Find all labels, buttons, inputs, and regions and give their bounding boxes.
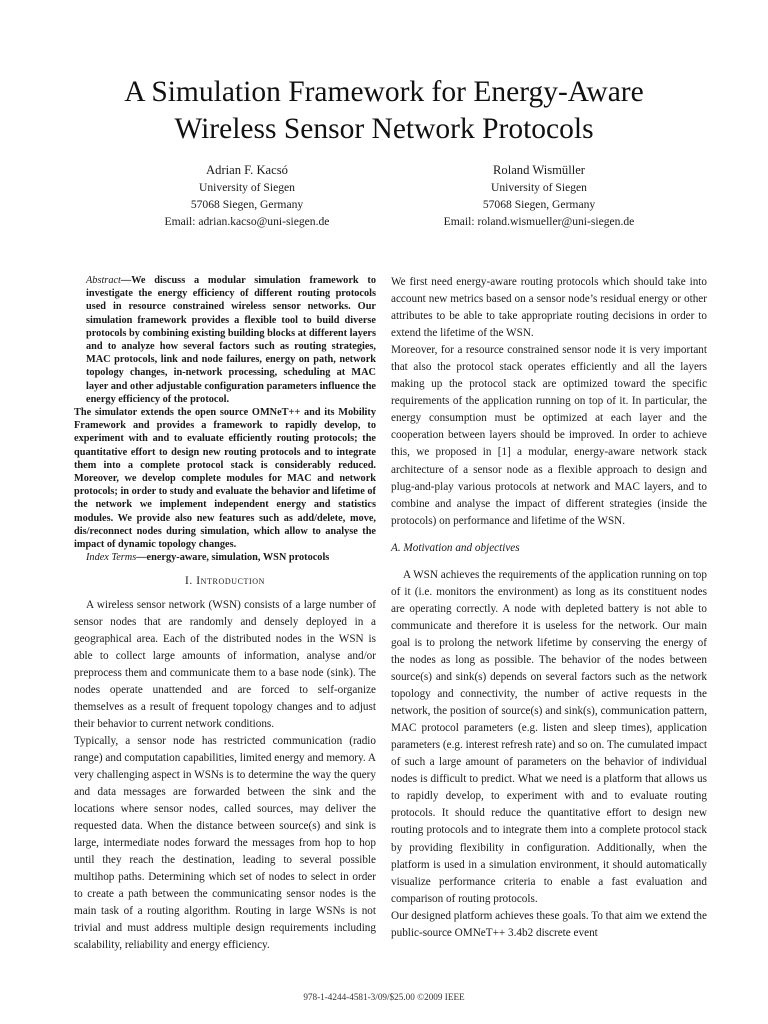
section-heading-introduction bbox=[74, 573, 376, 590]
abstract-paragraph-2: The simulator extends the open source OMNeT++ and its Mobility Framework and provides a framework to rapidly develop, to experiment with and to evaluate efficiently routing protocols; the quantitative effort to design new routing protocols and to integrate them into a complete protocol stack is considerably reduced. Moreover, we develop complete modules for MAC and network protocols; in order to study and evaluate the behavior and lifetime of the network we implement independent energy and statistics modules. We provide also new features such as add/delete, move, dis/reconnect nodes during simulation, which allow to analyse the impact of dynamic topology changes. bbox=[74, 407, 376, 551]
author-affiliation: University of Siegen bbox=[491, 181, 587, 194]
author-name: Adrian F. Kacsó bbox=[206, 163, 288, 177]
intro-paragraph-1: A wireless sensor network (WSN) consists of a large number of sensor nodes that are randomly and densely deployed in a geographical area. Each of the distributed nodes in the WSN is able to collect large amounts of information, analyse and/or preprocess them and communicate them to a base node (sink). The nodes operate unattended and are forced to self-organize themselves as a result of frequent topology changes and to adjust their behavior to current network conditions. bbox=[74, 598, 376, 730]
copyright-footer: 978-1-4244-4581-3/09/$25.00 ©2009 IEEE bbox=[303, 992, 465, 1002]
subsection-heading-motivation: A. Motivation and objectives bbox=[391, 541, 520, 554]
right-column bbox=[391, 274, 707, 942]
paper-title bbox=[0, 74, 768, 148]
motivation-paragraph: A WSN achieves the requirements of the application running on top of it (i.e. monitors the environment) as long as its constituent nodes are operating correctly. A node with depleted battery is not able to communicate and therefore it is useless for the network. Our main goal is to prolong the network lifetime by conserving the energy of the nodes as long as possible. The behavior of the nodes between source(s) and sink(s) depends on several factors such as the network topology and connectivity, the number of active requests in the network, the position of source(s) and sink(s), communication pattern, MAC protocol parameters (e.g. listen and sleep times), application parameters (e.g. interest refresh rate) and so on. The cumulated impact of such a large amount of parameters on the behavior of individual nodes is difficult to predict. What we need is a platform that allows us to rapidly develop, to experiment with and to evaluate routing protocols. It should reduce the quantitative effort to design new routing protocols and to integrate them into a complete protocol stack by providing flexibility in configuration. Additionally, when the platform is used in a simulation environment, it should automatically visualize performance criteria to enable a fast evaluation and comparison of routing protocols. bbox=[391, 568, 707, 905]
author-block-1 bbox=[97, 162, 397, 230]
abstract-label: Abstract bbox=[86, 275, 121, 286]
index-terms-text: —energy-aware, simulation, WSN protocols bbox=[136, 552, 330, 564]
right-paragraph-1: We first need energy-aware routing protocols which should take into account new metrics based on a sensor node’s residual energy or other attributes to be able to take appropriate routing decisions in order to extend the lifetime of the WSN. bbox=[391, 276, 707, 340]
author-affiliation: University of Siegen bbox=[199, 181, 295, 194]
section-title: Introduction bbox=[196, 575, 266, 588]
abstract-text-1: —We discuss a modular simulation framework to investigate the energy efficiency of different routing protocols used in resource constrained wireless sensor networks. Our simulation framework provides a flexible tool to build diverse protocols by combining existing building blocks at different layers and to analyze how several factors such as routing strategies, MAC protocols, link and node failures, energy on path, network topology changes, in-network processing, scheduling at MAC layer and other adjustable configuration parameters influence the energy efficiency of the protocol. bbox=[86, 275, 376, 405]
author-address: 57068 Siegen, Germany bbox=[190, 198, 304, 211]
author-block-2 bbox=[389, 162, 689, 230]
right-paragraph-2: Moreover, for a resource constrained sensor node it is very important that also the protocol stack operates efficiently and all the layers making up the protocol stack are optimized toward the specific requirements of the application running on top of it. In particular, the energy consumption must be optimized at each layer and the cooperation between layers should be improved. In order to achieve this, we proposed in [1] a modular, energy-aware network stack architecture of a sensor node as a flexible approach to design and plug-and-play various protocols at network and MAC layers, and to combine and analyse the impact of different strategies (inside the protocols) on performance and lifetime of the WSN. bbox=[391, 344, 707, 527]
section-number: I. bbox=[184, 575, 193, 588]
abstract-paragraph-1 bbox=[74, 274, 376, 406]
author-email: Email: roland.wismueller@uni-siegen.de bbox=[443, 215, 635, 228]
author-address: 57068 Siegen, Germany bbox=[482, 198, 596, 211]
left-column bbox=[74, 274, 376, 955]
platform-paragraph: Our designed platform achieves these goals. To that aim we extend the public-source OMNeT++ 3.4b2 discrete event bbox=[391, 909, 707, 939]
index-terms-label: Index Terms bbox=[86, 552, 137, 564]
title-line-1: A Simulation Framework for Energy-Aware bbox=[124, 76, 644, 108]
title-line-2: Wireless Sensor Network Protocols bbox=[174, 113, 594, 145]
intro-paragraph-2: Typically, a sensor node has restricted communication (radio range) and computation capabilities, limited energy and memory. A very challenging aspect in WSNs is to determine the way the query and data messages are forwarded between the sink and the locations where sensor nodes, called sources, may deliver the requested data. When the distance between source(s) and sink is large, intermediate nodes forward the messages from hop to hop until they reach the destination, leading to several possible multihop paths. Determining which set of nodes to select in order to create a path between the communicating sensor nodes is the main task of a routing algorithm. Routing in large WSNs is not trivial and must address multiple design requirements including scalability, reliability and energy efficiency. bbox=[74, 734, 376, 952]
author-email: Email: adrian.kacso@uni-siegen.de bbox=[164, 215, 330, 228]
author-name: Roland Wismüller bbox=[493, 163, 585, 177]
index-terms bbox=[74, 551, 376, 564]
abstract bbox=[74, 274, 376, 564]
